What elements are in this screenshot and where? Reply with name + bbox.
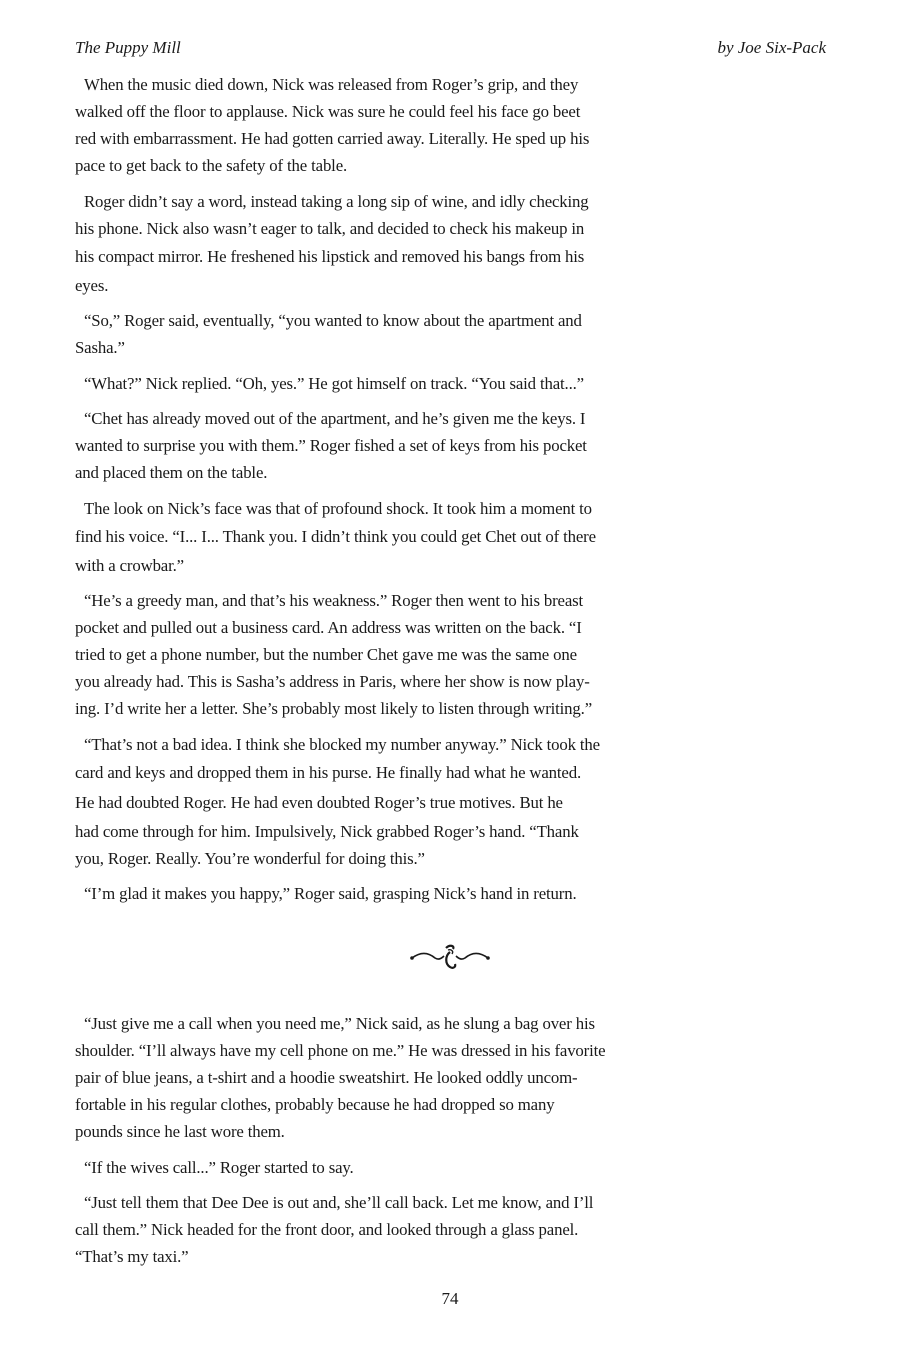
book-title: The Puppy Mill <box>75 38 181 57</box>
paragraph <box>75 1189 835 1270</box>
text-line: fortable in his regular clothes, probably because he had dropped so many <box>75 1095 555 1114</box>
text-line: you already had. This is Sasha’s address in Paris, where her show is now play- <box>75 672 590 691</box>
text-line: wanted to surprise you with them.” Roger fished a set of keys from his pocket <box>75 436 587 455</box>
paragraph <box>75 731 835 872</box>
running-header <box>75 38 826 60</box>
text-line: you, Roger. Really. You’re wonderful for doing this.” <box>75 848 425 868</box>
text-line: “That’s my taxi.” <box>75 1247 189 1266</box>
text-line: had come through for him. Impulsively, Nick grabbed Roger’s hand. “Thank <box>75 821 579 841</box>
text-line: with a crowbar.” <box>75 555 184 575</box>
paragraph <box>75 307 835 361</box>
text-line: “Just give me a call when you need me,” Nick said, as he slung a bag over his <box>84 1014 595 1033</box>
text-line: “That’s not a bad idea. I think she blocked my number anyway.” Nick took the <box>84 734 600 754</box>
text-line: walked off the floor to applause. Nick was sure he could feel his face go beet <box>75 102 581 121</box>
paragraph <box>75 587 835 722</box>
text-line: “Just tell them that Dee Dee is out and, she’ll call back. Let me know, and I’ll <box>84 1193 594 1212</box>
paragraph <box>75 1154 835 1181</box>
text-line: tried to get a phone number, but the number Chet gave me was the same one <box>75 645 577 664</box>
text-line: When the music died down, Nick was released from Roger’s grip, and they <box>84 75 579 94</box>
text-line: pocket and pulled out a business card. An address was written on the back. “I <box>75 618 582 637</box>
text-line: his compact mirror. He freshened his lipstick and removed his bangs from his <box>75 246 585 266</box>
paragraph <box>75 71 835 179</box>
text-line: “What?” Nick replied. “Oh, yes.” He got himself on track. “You said that...” <box>84 373 584 393</box>
section-break-flourish-icon <box>400 936 500 976</box>
paragraph <box>75 405 835 486</box>
text-line: He had doubted Roger. He had even doubted Roger’s true motives. But he <box>75 792 563 812</box>
text-line: pair of blue jeans, a t-shirt and a hoodie sweatshirt. He looked oddly uncom- <box>75 1068 578 1087</box>
text-line: “So,” Roger said, eventually, “you wanted to know about the apartment and <box>84 311 582 330</box>
text-line: red with embarrassment. He had gotten carried away. Literally. He sped up his <box>75 129 590 148</box>
text-line: call them.” Nick headed for the front door, and looked through a glass panel. <box>75 1220 579 1239</box>
paragraph <box>75 880 835 907</box>
paragraph <box>75 495 835 579</box>
text-line: pace to get back to the safety of the table. <box>75 156 348 175</box>
text-line: Roger didn’t say a word, instead taking a long sip of wine, and idly checking <box>84 191 589 211</box>
text-line: ing. I’d write her a letter. She’s probably most likely to listen through writing.” <box>75 699 592 718</box>
text-line: eyes. <box>75 275 109 295</box>
text-line: card and keys and dropped them in his purse. He finally had what he wanted. <box>75 762 582 782</box>
author-name: by Joe Six-Pack <box>717 38 826 57</box>
paragraph <box>75 1010 835 1145</box>
text-line: “He’s a greedy man, and that’s his weakness.” Roger then went to his breast <box>84 591 584 610</box>
paragraph <box>75 188 835 299</box>
paragraph <box>75 370 835 397</box>
text-line: “If the wives call...” Roger started to say. <box>84 1157 354 1177</box>
text-line: shoulder. “I’ll always have my cell phone on me.” He was dressed in his favorite <box>75 1041 606 1060</box>
text-line: pounds since he last wore them. <box>75 1122 285 1141</box>
text-line: his phone. Nick also wasn’t eager to talk, and decided to check his makeup in <box>75 218 585 238</box>
text-line: “I’m glad it makes you happy,” Roger said, grasping Nick’s hand in return. <box>84 884 577 903</box>
text-line: “Chet has already moved out of the apartment, and he’s given me the keys. I <box>84 409 586 428</box>
text-line: The look on Nick’s face was that of profound shock. It took him a moment to <box>84 498 592 518</box>
text-line: Sasha.” <box>75 338 125 357</box>
text-line: and placed them on the table. <box>75 463 268 482</box>
section-one-text <box>75 71 835 916</box>
text-line: find his voice. “I... I... Thank you. I didn’t think you could get Chet out of there <box>75 526 596 546</box>
section-two-text <box>75 1010 835 1279</box>
page-number: 74 <box>441 1289 459 1308</box>
